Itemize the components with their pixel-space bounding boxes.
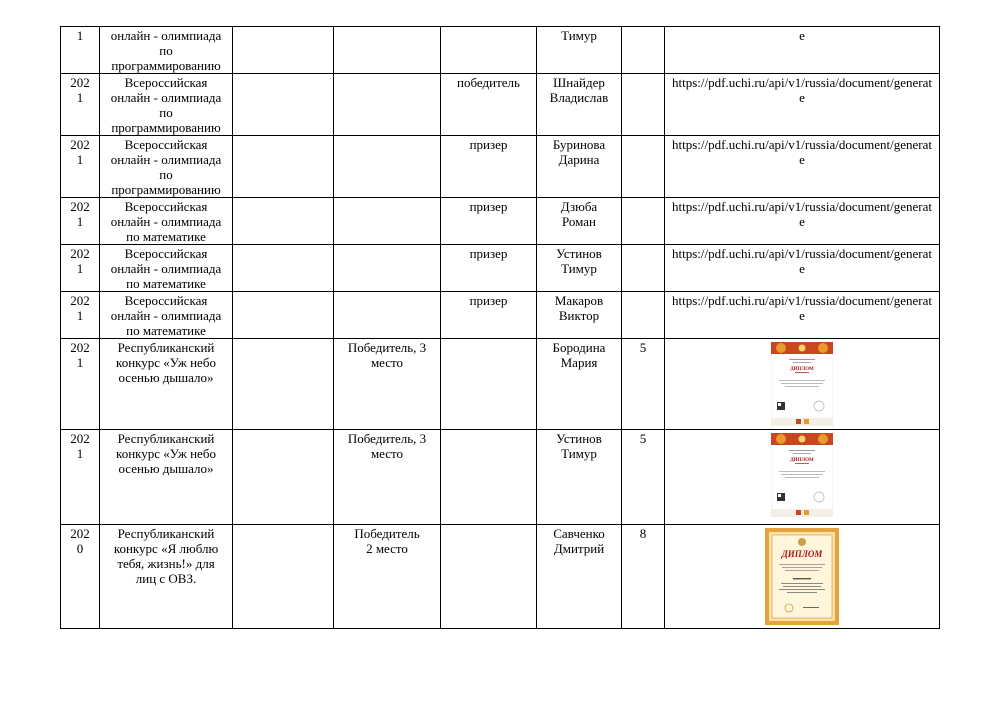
year-cell: 202 1 xyxy=(61,74,100,136)
year-cell: 202 1 xyxy=(61,245,100,292)
certificate-link-cell: https://pdf.uchi.ru/api/v1/russia/document/generat e xyxy=(665,198,940,245)
empty-cell xyxy=(233,198,334,245)
empty-cell xyxy=(233,525,334,629)
competition-cell: Всероссийская онлайн - олимпиада по программированию xyxy=(100,136,233,198)
empty-cell xyxy=(233,136,334,198)
certificate-link-cell: https://pdf.uchi.ru/api/v1/russia/document/generat e xyxy=(665,245,940,292)
student-name-cell: Буринова Дарина xyxy=(537,136,622,198)
table-row xyxy=(61,136,940,198)
place-cell: Победитель, 3 место xyxy=(334,339,441,430)
student-name-cell: Устинов Тимур xyxy=(537,430,622,525)
empty-cell xyxy=(233,339,334,430)
diploma-title-text: ДИПЛОМ xyxy=(790,367,814,372)
diploma-thumbnail xyxy=(771,433,833,517)
grade-cell: 5 xyxy=(622,430,665,525)
student-name-cell: Тимур xyxy=(537,27,622,74)
student-name-cell: Бородина Мария xyxy=(537,339,622,430)
diploma-thumbnail xyxy=(765,528,839,625)
status-cell: призер xyxy=(441,245,537,292)
competition-cell: Всероссийская онлайн - олимпиада по математике xyxy=(100,292,233,339)
diploma-title-text: ДИПЛОМ xyxy=(790,458,814,463)
year-cell: 202 1 xyxy=(61,292,100,339)
grade-cell: 5 xyxy=(622,339,665,430)
year-cell: 202 1 xyxy=(61,198,100,245)
place-cell: Победитель 2 место xyxy=(334,525,441,629)
table-row xyxy=(61,74,940,136)
table-row xyxy=(61,525,940,629)
student-name-cell: Макаров Виктор xyxy=(537,292,622,339)
grade-cell xyxy=(622,245,665,292)
status-cell: призер xyxy=(441,292,537,339)
place-cell xyxy=(334,136,441,198)
diploma-image-cell xyxy=(665,339,940,430)
table-row xyxy=(61,430,940,525)
competition-cell: Республиканский конкурс «Я люблю тебя, жизнь!» для лиц с ОВЗ. xyxy=(100,525,233,629)
place-cell xyxy=(334,198,441,245)
student-name-cell: Шнайдер Владислав xyxy=(537,74,622,136)
grade-cell xyxy=(622,198,665,245)
grade-cell xyxy=(622,136,665,198)
competition-cell: Всероссийская онлайн - олимпиада по математике xyxy=(100,245,233,292)
certificate-link-cell: https://pdf.uchi.ru/api/v1/russia/document/generat e xyxy=(665,74,940,136)
year-cell: 1 xyxy=(61,27,100,74)
status-cell xyxy=(441,27,537,74)
student-name-cell: Савченко Дмитрий xyxy=(537,525,622,629)
competition-cell: Всероссийская онлайн - олимпиада по программированию xyxy=(100,74,233,136)
year-cell: 202 1 xyxy=(61,339,100,430)
status-cell: призер xyxy=(441,198,537,245)
awards-table xyxy=(60,26,940,629)
empty-cell xyxy=(233,245,334,292)
competition-cell: онлайн - олимпиада по программированию xyxy=(100,27,233,74)
student-name-cell: Дзюба Роман xyxy=(537,198,622,245)
diploma-image-cell xyxy=(665,430,940,525)
status-cell xyxy=(441,430,537,525)
certificate-link-cell: https://pdf.uchi.ru/api/v1/russia/document/generat e xyxy=(665,136,940,198)
year-cell: 202 1 xyxy=(61,136,100,198)
competition-cell: Республиканский конкурс «Уж небо осенью дышало» xyxy=(100,339,233,430)
year-cell: 202 0 xyxy=(61,525,100,629)
certificate-link-cell: e xyxy=(665,27,940,74)
diploma-image-cell xyxy=(665,525,940,629)
table-row xyxy=(61,27,940,74)
place-cell xyxy=(334,292,441,339)
empty-cell xyxy=(233,27,334,74)
grade-cell: 8 xyxy=(622,525,665,629)
competition-cell: Всероссийская онлайн - олимпиада по математике xyxy=(100,198,233,245)
status-cell xyxy=(441,525,537,629)
certificate-link-cell: https://pdf.uchi.ru/api/v1/russia/document/generat e xyxy=(665,292,940,339)
empty-cell xyxy=(233,74,334,136)
grade-cell xyxy=(622,74,665,136)
empty-cell xyxy=(233,430,334,525)
place-cell: Победитель, 3 место xyxy=(334,430,441,525)
year-cell: 202 1 xyxy=(61,430,100,525)
table-row xyxy=(61,245,940,292)
place-cell xyxy=(334,74,441,136)
diploma-thumbnail xyxy=(771,342,833,426)
status-cell: победитель xyxy=(441,74,537,136)
grade-cell xyxy=(622,27,665,74)
table-row xyxy=(61,339,940,430)
place-cell xyxy=(334,27,441,74)
status-cell xyxy=(441,339,537,430)
empty-cell xyxy=(233,292,334,339)
student-name-cell: Устинов Тимур xyxy=(537,245,622,292)
status-cell: призер xyxy=(441,136,537,198)
place-cell xyxy=(334,245,441,292)
competition-cell: Республиканский конкурс «Уж небо осенью дышало» xyxy=(100,430,233,525)
diploma-title-text: ДИПЛОМ xyxy=(781,549,823,559)
table-row xyxy=(61,198,940,245)
table-row xyxy=(61,292,940,339)
grade-cell xyxy=(622,292,665,339)
